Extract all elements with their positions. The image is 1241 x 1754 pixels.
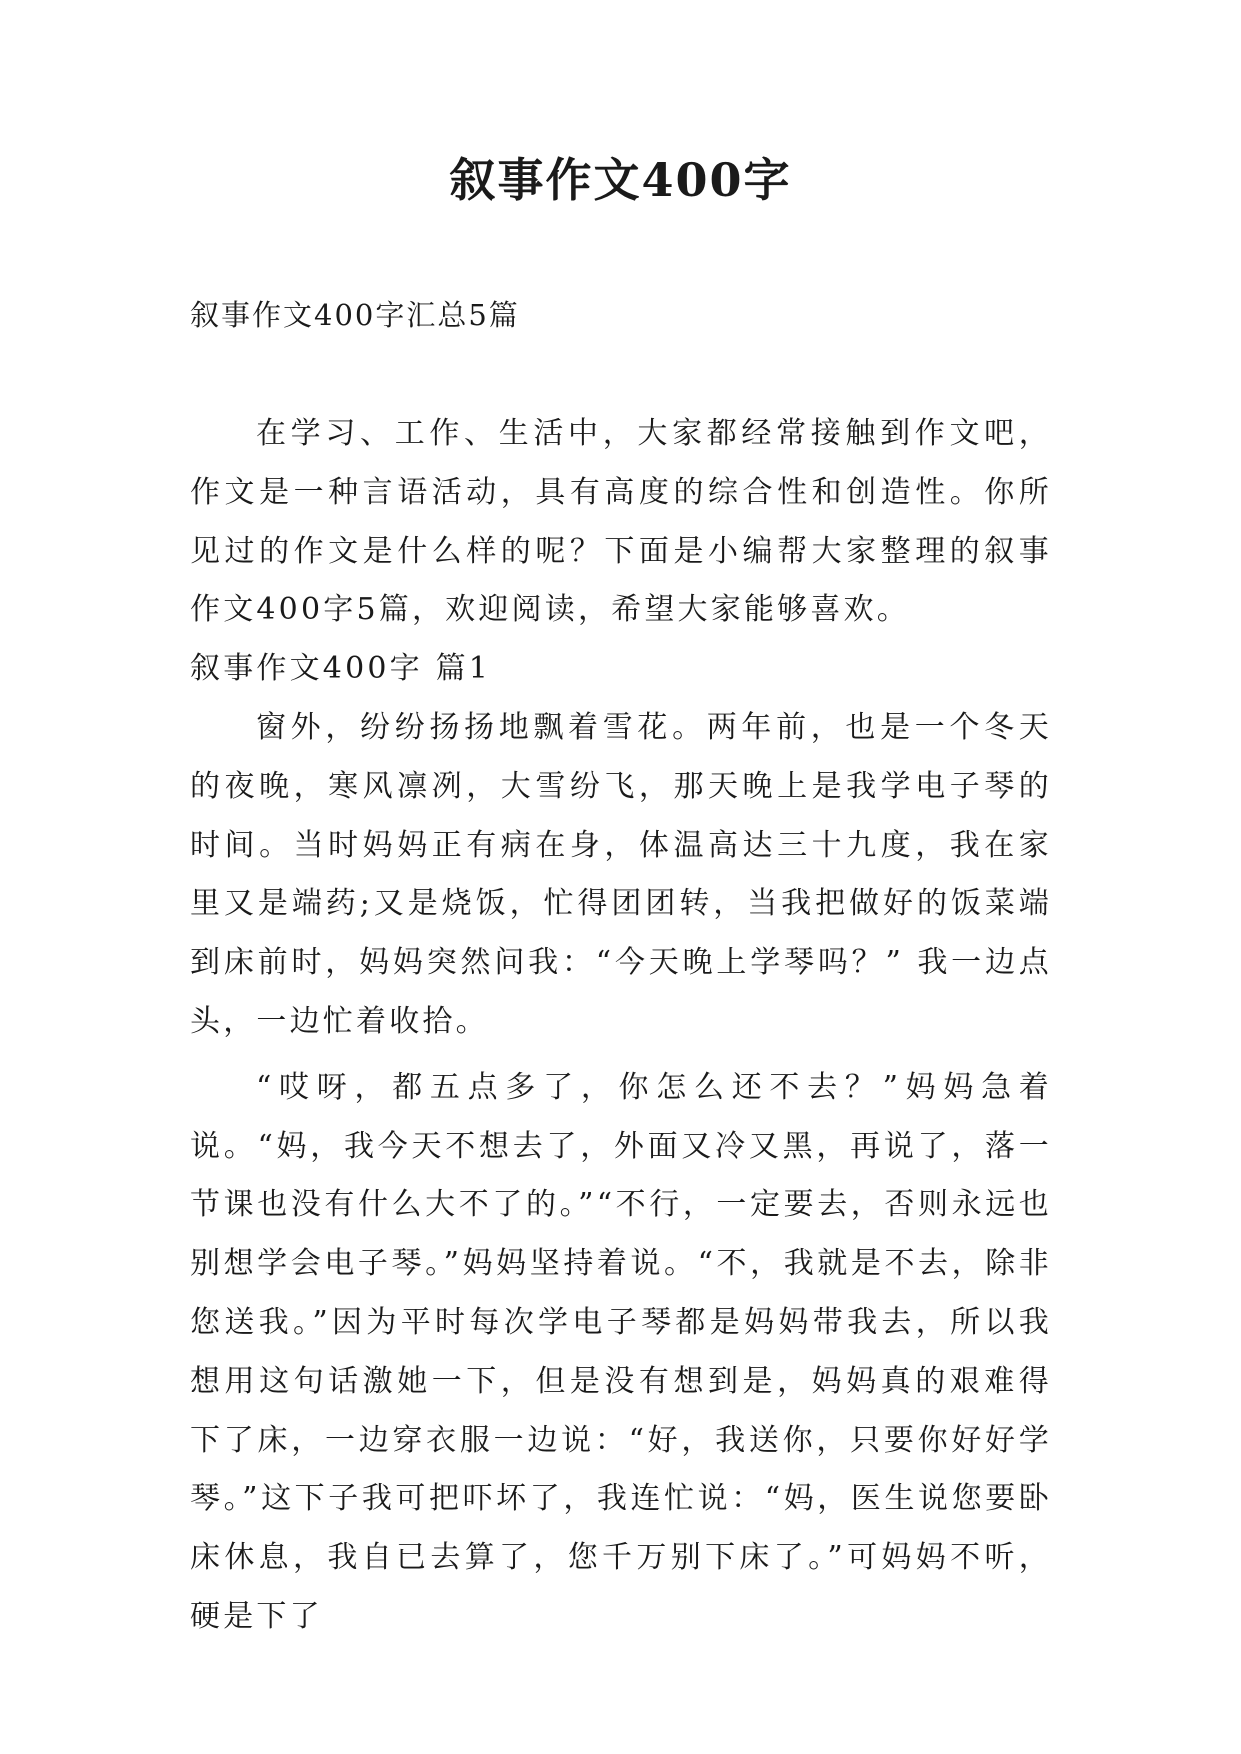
section-heading: 叙事作文400字 篇1	[190, 651, 492, 687]
intro-paragraph: 在学习、工作、生活中，大家都经常接触到作文吧，作文是一种言语活动，具有高度的综合性和创造性。你所见过的作文是什么样的呢？下面是小编帮大家整理的叙事作文400字5篇，欢迎阅读，希望大家能够喜欢。	[190, 416, 1052, 628]
document-title: 叙事作文400字	[449, 153, 792, 207]
document-body	[190, 405, 1052, 1647]
body-paragraph: “哎呀，都五点多了，你怎么还不去？”妈妈急着说。“妈，我今天不想去了，外面又冷又黑，再说了，落一节课也没有什么大不了的。”“不行，一定要去，否则永远也别想学会电子琴。”妈妈坚持着说。“不，我就是不去，除非您送我。”因为平时每次学电子琴都是妈妈带我去，所以我想用这句话激她一下，但是没有想到是，妈妈真的艰难得下了床，一边穿衣服一边说：“好，我送你，只要你好好学琴。”这下子我可把吓坏了，我连忙说：“妈，医生说您要卧床休息，我自已去算了，您千万别下床了。”可妈妈不听，硬是下了	[190, 1069, 1052, 1634]
body-paragraph: 窗外，纷纷扬扬地飘着雪花。两年前，也是一个冬天的夜晚，寒风凛冽，大雪纷飞，那天晚上是我学电子琴的时间。当时妈妈正有病在身，体温高达三十九度，我在家里又是端药;又是烧饭，忙得团团转，当我把做好的饭菜端到床前时，妈妈突然问我：“今天晚上学琴吗？” 我一边点头，一边忙着收拾。	[190, 709, 1052, 1039]
document-subtitle: 叙事作文400字汇总5篇	[190, 298, 520, 332]
